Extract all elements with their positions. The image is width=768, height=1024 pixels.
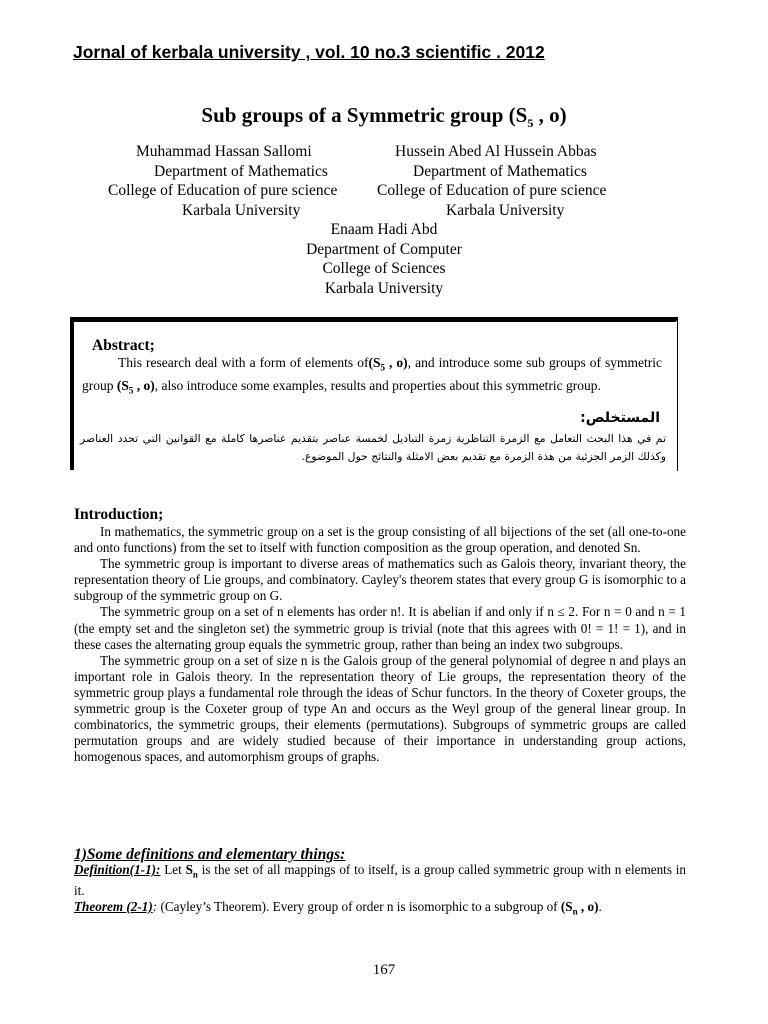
intro-paragraph-1: In mathematics, the symmetric group on a set is the group consisting of all bijections of the set (all one-to-one and onto functions) from the set to itself with function composition as the group operation, and denoted Sn. — [74, 524, 686, 556]
theorem-2-1: Theorem (2-1): (Cayley’s Theorem). Every group of order n is isomorphic to a subgroup of ($S_n$ , o). — [74, 898, 602, 917]
introduction-heading: Introduction; — [74, 506, 164, 523]
definition-1-1: Definition(1-1): Let $S_n$ is the set of all mappings of to itself, is a group called symmetric group with n elements in it. — [74, 862, 686, 898]
author3-college: College of Sciences — [322, 260, 446, 277]
author2-dept: Department of Mathematics — [413, 162, 587, 180]
title-subscript: 5 — [527, 116, 534, 131]
intro-paragraph-4: The symmetric group on a set of size n is the Galois group of the general polynomial of degree n and plays an important role in Galois theory. In the representation theory of Lie groups, the representation theory of the symmetric group plays a fundamental role through the ideas of Schur functors. In the theory of Coxeter groups, the symmetric group is the Coxeter group of type An and occurs as the Weyl group of the general linear group. In combinatorics, the symmetric groups, their elements (permutations). Subgroups of symmetric groups are called permutation groups and are widely studied because of their importance in understanding group actions, homogenous spaces, and automorphism groups of graphs. — [74, 652, 686, 765]
author2-univ: Karbala University — [446, 201, 565, 219]
author2-college: College of Education of pure science — [377, 182, 607, 199]
definitions-block — [74, 862, 686, 920]
title-suffix: , o) — [533, 103, 567, 127]
author1-name: Muhammad Hassan Sallomi — [136, 143, 312, 160]
journal-header: Jornal of kerbala university , vol. 10 no.3 scientific . 2012 — [73, 42, 545, 62]
abstract-text: This research deal with a form of elements $of(S_5$ , o), and introduce some sub groups of symmetric group ($S_5$ , o), also introduce some examples, results and properties about this symmetric group. — [82, 355, 663, 396]
author1-dept: Department of Mathematics — [154, 162, 328, 180]
page-number: 167 — [372, 962, 396, 978]
arabic-abstract-heading: المستخلص: — [580, 410, 660, 426]
intro-paragraph-3: The symmetric group on a set of n elements has order n!. It is abelian if and only if n ≤ 2. For n = 0 and n = 1 (the empty set and the singleton set) the symmetric group is trivial (note that this agrees with 0! = 1! = 1), and in these cases the alternating group equals the symmetric group, rather than being an index two subgroups. — [74, 604, 686, 652]
abstract-heading: Abstract; — [92, 337, 155, 354]
title-prefix: Sub groups of a Symmetric group (S — [201, 103, 528, 127]
author2-name: Hussein Abed Al Hussein Abbas — [395, 143, 597, 160]
arabic-abstract-text: تم في هذا البحث التعامل مع الزمرة التناظرية زمرة التباديل لخمسة عناصر بتقديم عناصرها كاملة مع القوانين التي تحدد العناصر وكذلك الزمر الجزئية من هذة الزمرة مع تقديم بعض الامثلة والنتائج حول الموضوع. — [80, 432, 666, 463]
section1-heading: 1)Some definitions and elementary things: — [74, 846, 346, 863]
abstract-inner-rule — [74, 321, 676, 322]
introduction-body — [74, 524, 686, 765]
author3-name: Enaam Hadi Abd — [330, 221, 438, 238]
author3-univ: Karbala University — [324, 279, 444, 297]
author-block — [0, 142, 768, 298]
paper-title — [0, 103, 768, 131]
author1-univ: Karbala University — [182, 201, 301, 219]
intro-paragraph-2: The symmetric group is important to diverse areas of mathematics such as Galois theory, invariant theory, the representation theory of Lie groups, and combinatory. Cayley's theorem states that every group G is isomorphic to a subgroup of the symmetric group on G. — [74, 556, 686, 604]
author1-college: College of Education of pure science — [108, 182, 338, 199]
author3-dept: Department of Computer — [306, 240, 462, 258]
